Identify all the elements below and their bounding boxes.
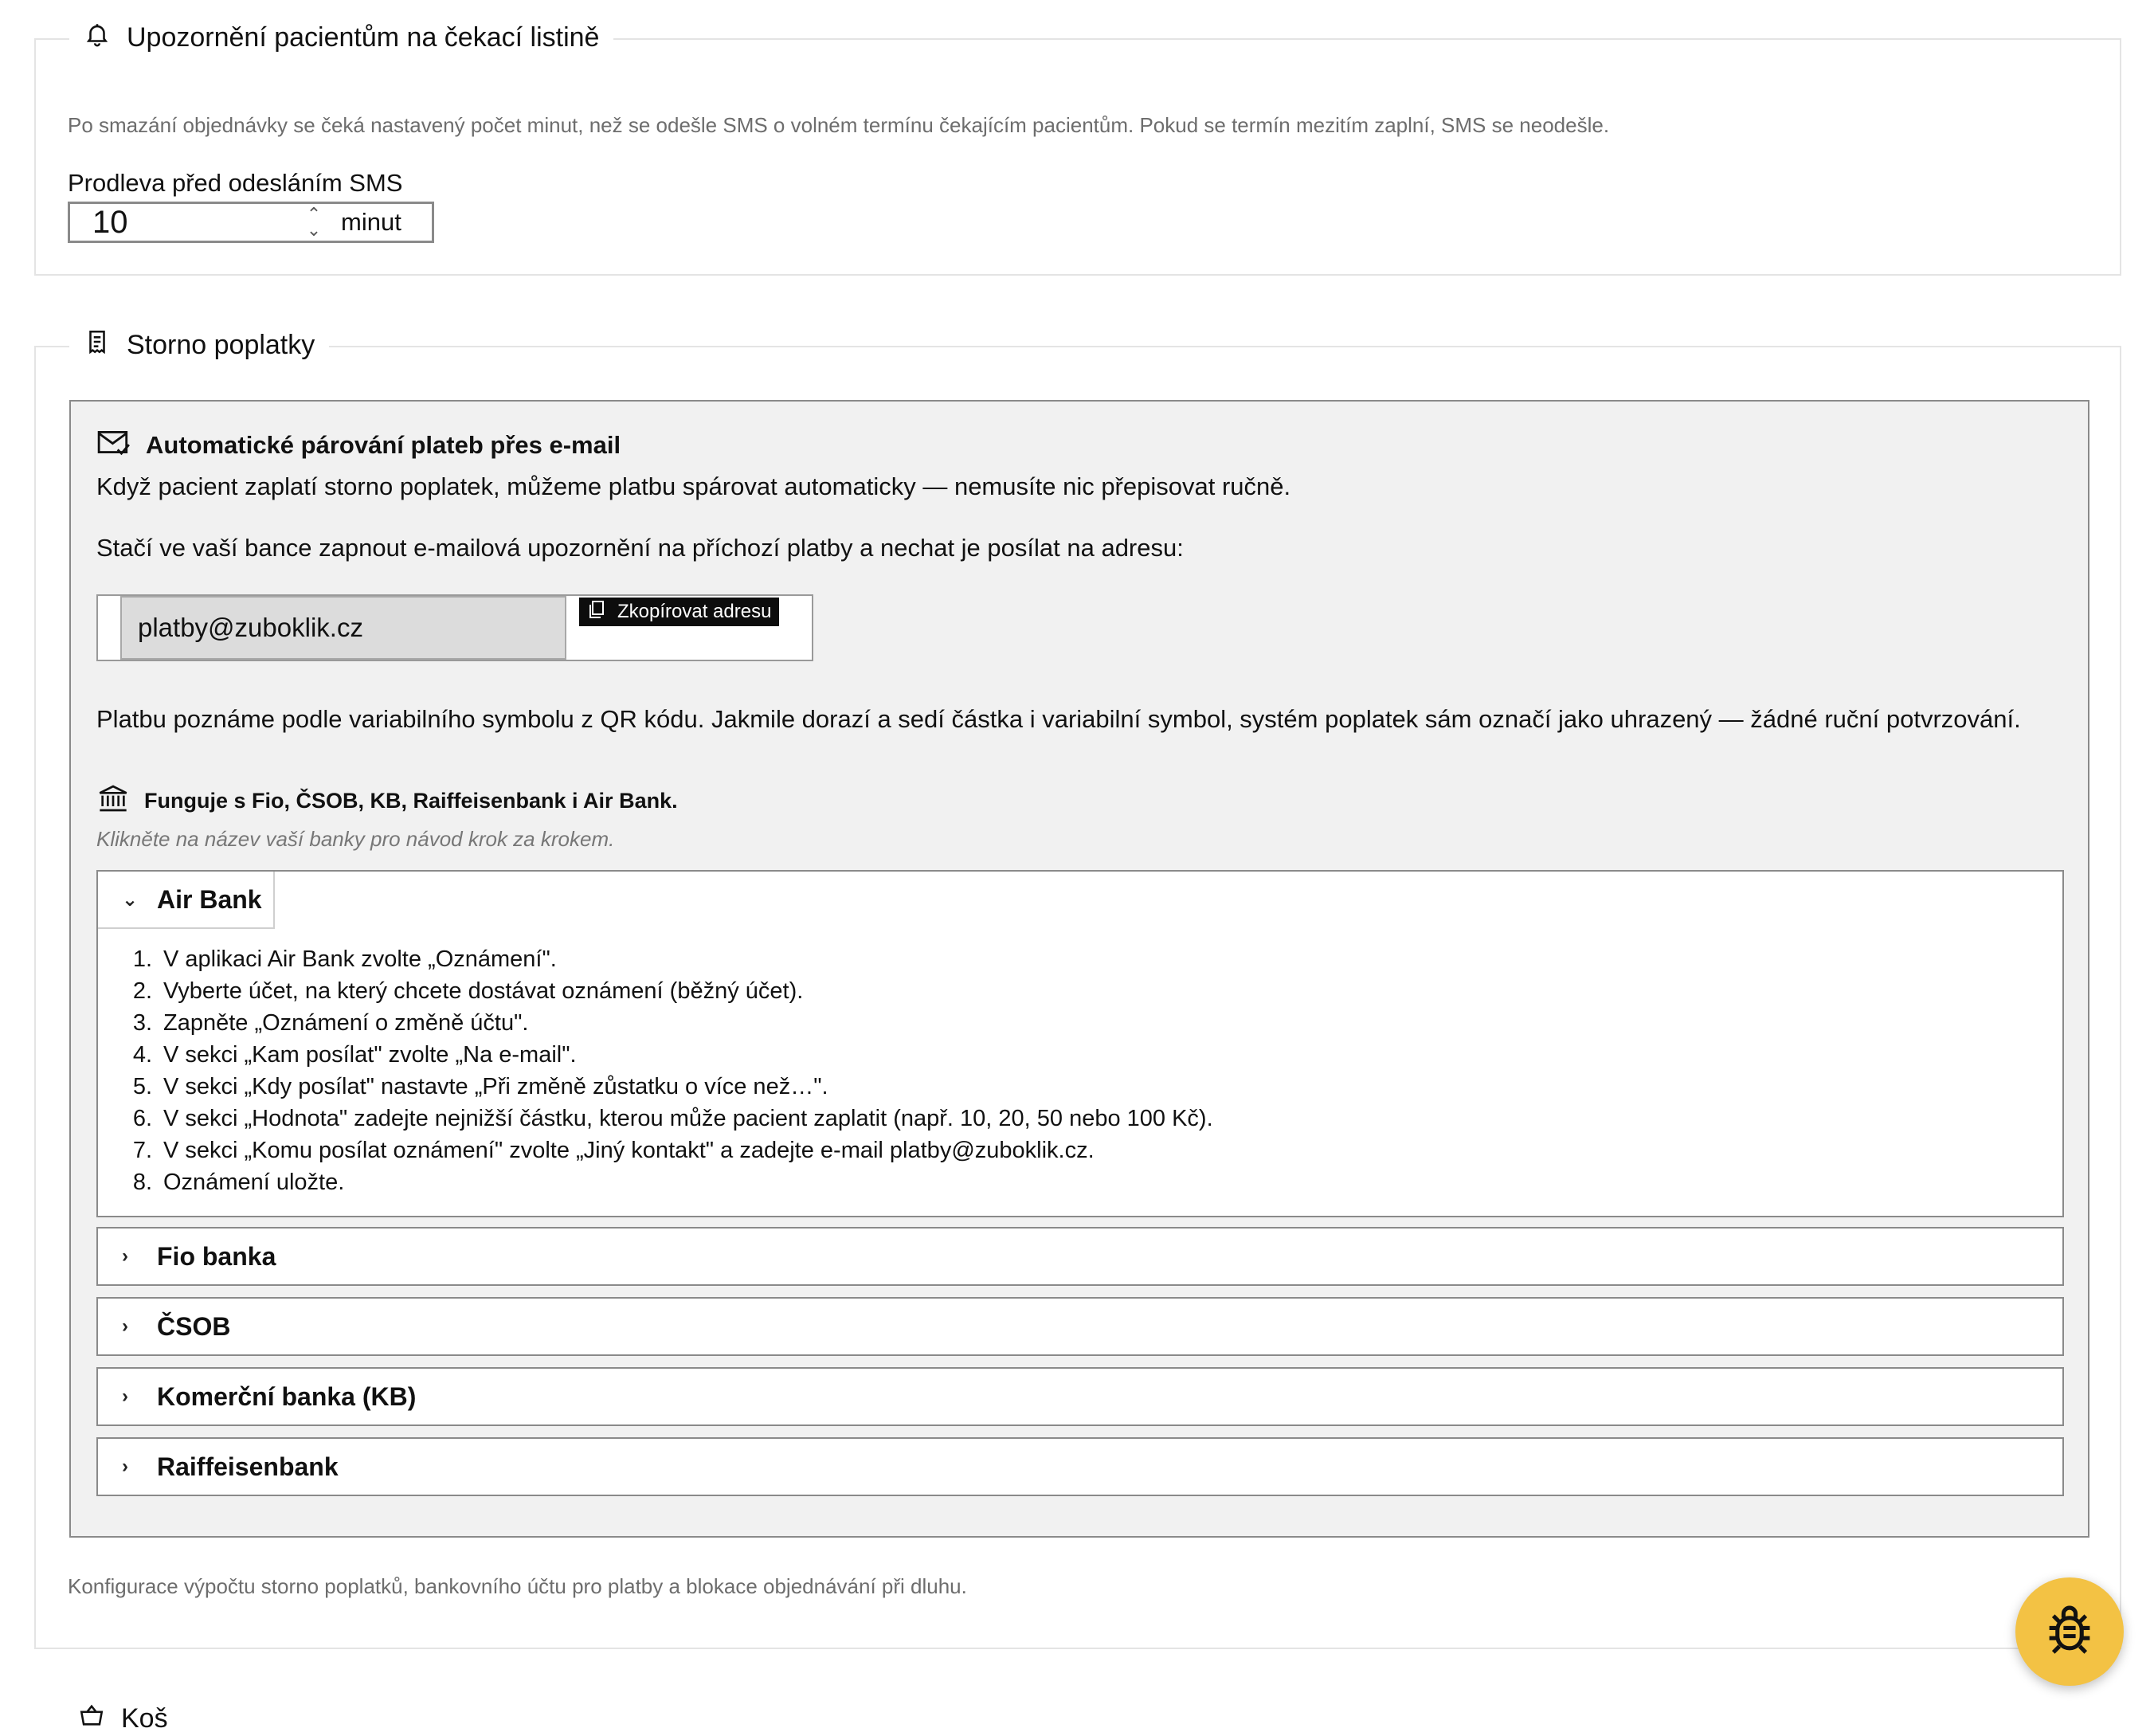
number-stepper[interactable] — [298, 204, 330, 241]
accordion-raiffeisenbank[interactable] — [96, 1437, 2064, 1496]
copy-button-label: Zkopírovat adresu — [617, 601, 772, 622]
air-bank-steps — [98, 929, 2062, 1198]
list-item: 1. V aplikaci Air Bank zvolte „Oznámení". — [132, 946, 557, 972]
receipt-icon — [84, 328, 111, 362]
panel-title: Automatické párování plateb přes e-mail — [146, 431, 621, 459]
mail-check-icon — [96, 427, 131, 464]
supported-banks-text: Funguje s Fio, ČSOB, KB, Raiffeisenbank i Air Bank. — [144, 789, 678, 813]
accordion-fio-banka[interactable] — [96, 1227, 2064, 1286]
chevron-down-icon: ⌄ — [122, 888, 139, 911]
delay-value[interactable]: 10 — [92, 204, 128, 240]
panel-paragraph-3: Platbu poznáme podle variabilního symbolu z QR kódu. Jakmile dorazí a sedí částka i variabilní symbol, systém poplatek sám označí jako uhrazený — žádné ruční potvrzování. — [96, 705, 2021, 733]
next-section-title: Koš — [121, 1703, 168, 1734]
email-address-field[interactable]: platby@zuboklik.cz — [120, 596, 566, 660]
waitlist-description: Po smazání objednávky se čeká nastavený počet minut, než se odešle SMS o volném termínu čekajícím pacientům. Pokud se termín mezitím zaplní, SMS se neodešle. — [68, 113, 1610, 137]
bank-name: ČSOB — [157, 1311, 231, 1341]
bank-name: Air Bank — [157, 884, 262, 914]
chevron-right-icon: › — [122, 1315, 128, 1337]
list-item: 8. Oznámení uložte. — [132, 1170, 345, 1195]
chevron-right-icon: › — [122, 1245, 128, 1267]
accordion-air-bank — [96, 870, 2064, 1217]
chevron-up-icon[interactable]: ⌃ — [306, 204, 322, 224]
accordion-header-kb[interactable] — [98, 1369, 2062, 1424]
bank-icon — [96, 782, 130, 820]
waitlist-legend — [69, 21, 613, 55]
storno-footer-note: Konfigurace výpočtu storno poplatků, bankovního účtu pro platby a blokace objednávání při dluhu. — [68, 1574, 967, 1598]
delay-number-input[interactable] — [68, 202, 434, 243]
copy-icon — [587, 599, 606, 625]
bank-name: Raiffeisenbank — [157, 1452, 339, 1481]
list-item: 4. V sekci „Kam posílat" zvolte „Na e-mail". — [132, 1042, 577, 1068]
accordion-csob[interactable] — [96, 1297, 2064, 1356]
waitlist-section — [34, 22, 2121, 276]
list-item: 2. Vyberte účet, na který chcete dostávat oznámení (běžný účet). — [132, 978, 804, 1004]
delay-unit: minut — [341, 208, 401, 236]
list-item: 5. V sekci „Kdy posílat" nastavte „Při změně zůstatku o více než…". — [132, 1074, 828, 1099]
panel-paragraph-2: Stačí ve vaší bance zapnout e-mailová upozornění na příchozí platby a nechat je posílat na adresu: — [96, 534, 1184, 562]
accordion-header-csob[interactable] — [98, 1299, 2062, 1354]
waitlist-title: Upozornění pacientům na čekací listině — [127, 22, 600, 53]
storno-title: Storno poplatky — [127, 330, 315, 360]
chevron-down-icon[interactable]: ⌄ — [306, 220, 322, 240]
bell-icon — [84, 21, 111, 55]
panel-paragraph-1: Když pacient zaplatí storno poplatek, můžeme platbu spárovat automaticky — nemusíte nic přepisovat ručně. — [96, 472, 1291, 500]
list-item: 3. Zapněte „Oznámení o změně účtu". — [132, 1010, 529, 1036]
email-copy-group — [96, 594, 813, 661]
chevron-right-icon: › — [122, 1385, 128, 1407]
storno-section — [34, 330, 2121, 1649]
bank-name: Komerční banka (KB) — [157, 1381, 417, 1411]
panel-heading — [96, 427, 621, 464]
bug-report-button[interactable] — [2015, 1577, 2124, 1686]
accordion-header-raiffeisen[interactable] — [98, 1439, 2062, 1495]
chevron-right-icon: › — [122, 1456, 128, 1477]
copy-address-button[interactable] — [579, 598, 779, 626]
bug-icon — [2045, 1604, 2094, 1660]
storno-legend — [69, 328, 329, 362]
bank-hint: Klikněte na název vaší banky pro návod krok za krokem. — [96, 827, 615, 851]
list-item: 7. V sekci „Komu posílat oznámení" zvolte „Jiný kontakt" a zadejte e-mail platby@zuboklik.cz. — [132, 1138, 1095, 1163]
list-item: 6. V sekci „Hodnota" zadejte nejnižší částku, kterou může pacient zaplatit (např. 10, 20, 50 nebo 100 Kč). — [132, 1106, 1213, 1131]
supported-banks-note — [96, 782, 678, 820]
basket-icon — [78, 1702, 105, 1736]
accordion-kb[interactable] — [96, 1367, 2064, 1426]
bank-name: Fio banka — [157, 1241, 276, 1271]
accordion-header-fio[interactable] — [98, 1229, 2062, 1284]
accordion-header-air-bank[interactable] — [98, 872, 275, 929]
delay-label: Prodleva před odesláním SMS — [68, 169, 403, 197]
next-section-legend — [78, 1702, 168, 1736]
email-pairing-panel — [69, 400, 2089, 1538]
